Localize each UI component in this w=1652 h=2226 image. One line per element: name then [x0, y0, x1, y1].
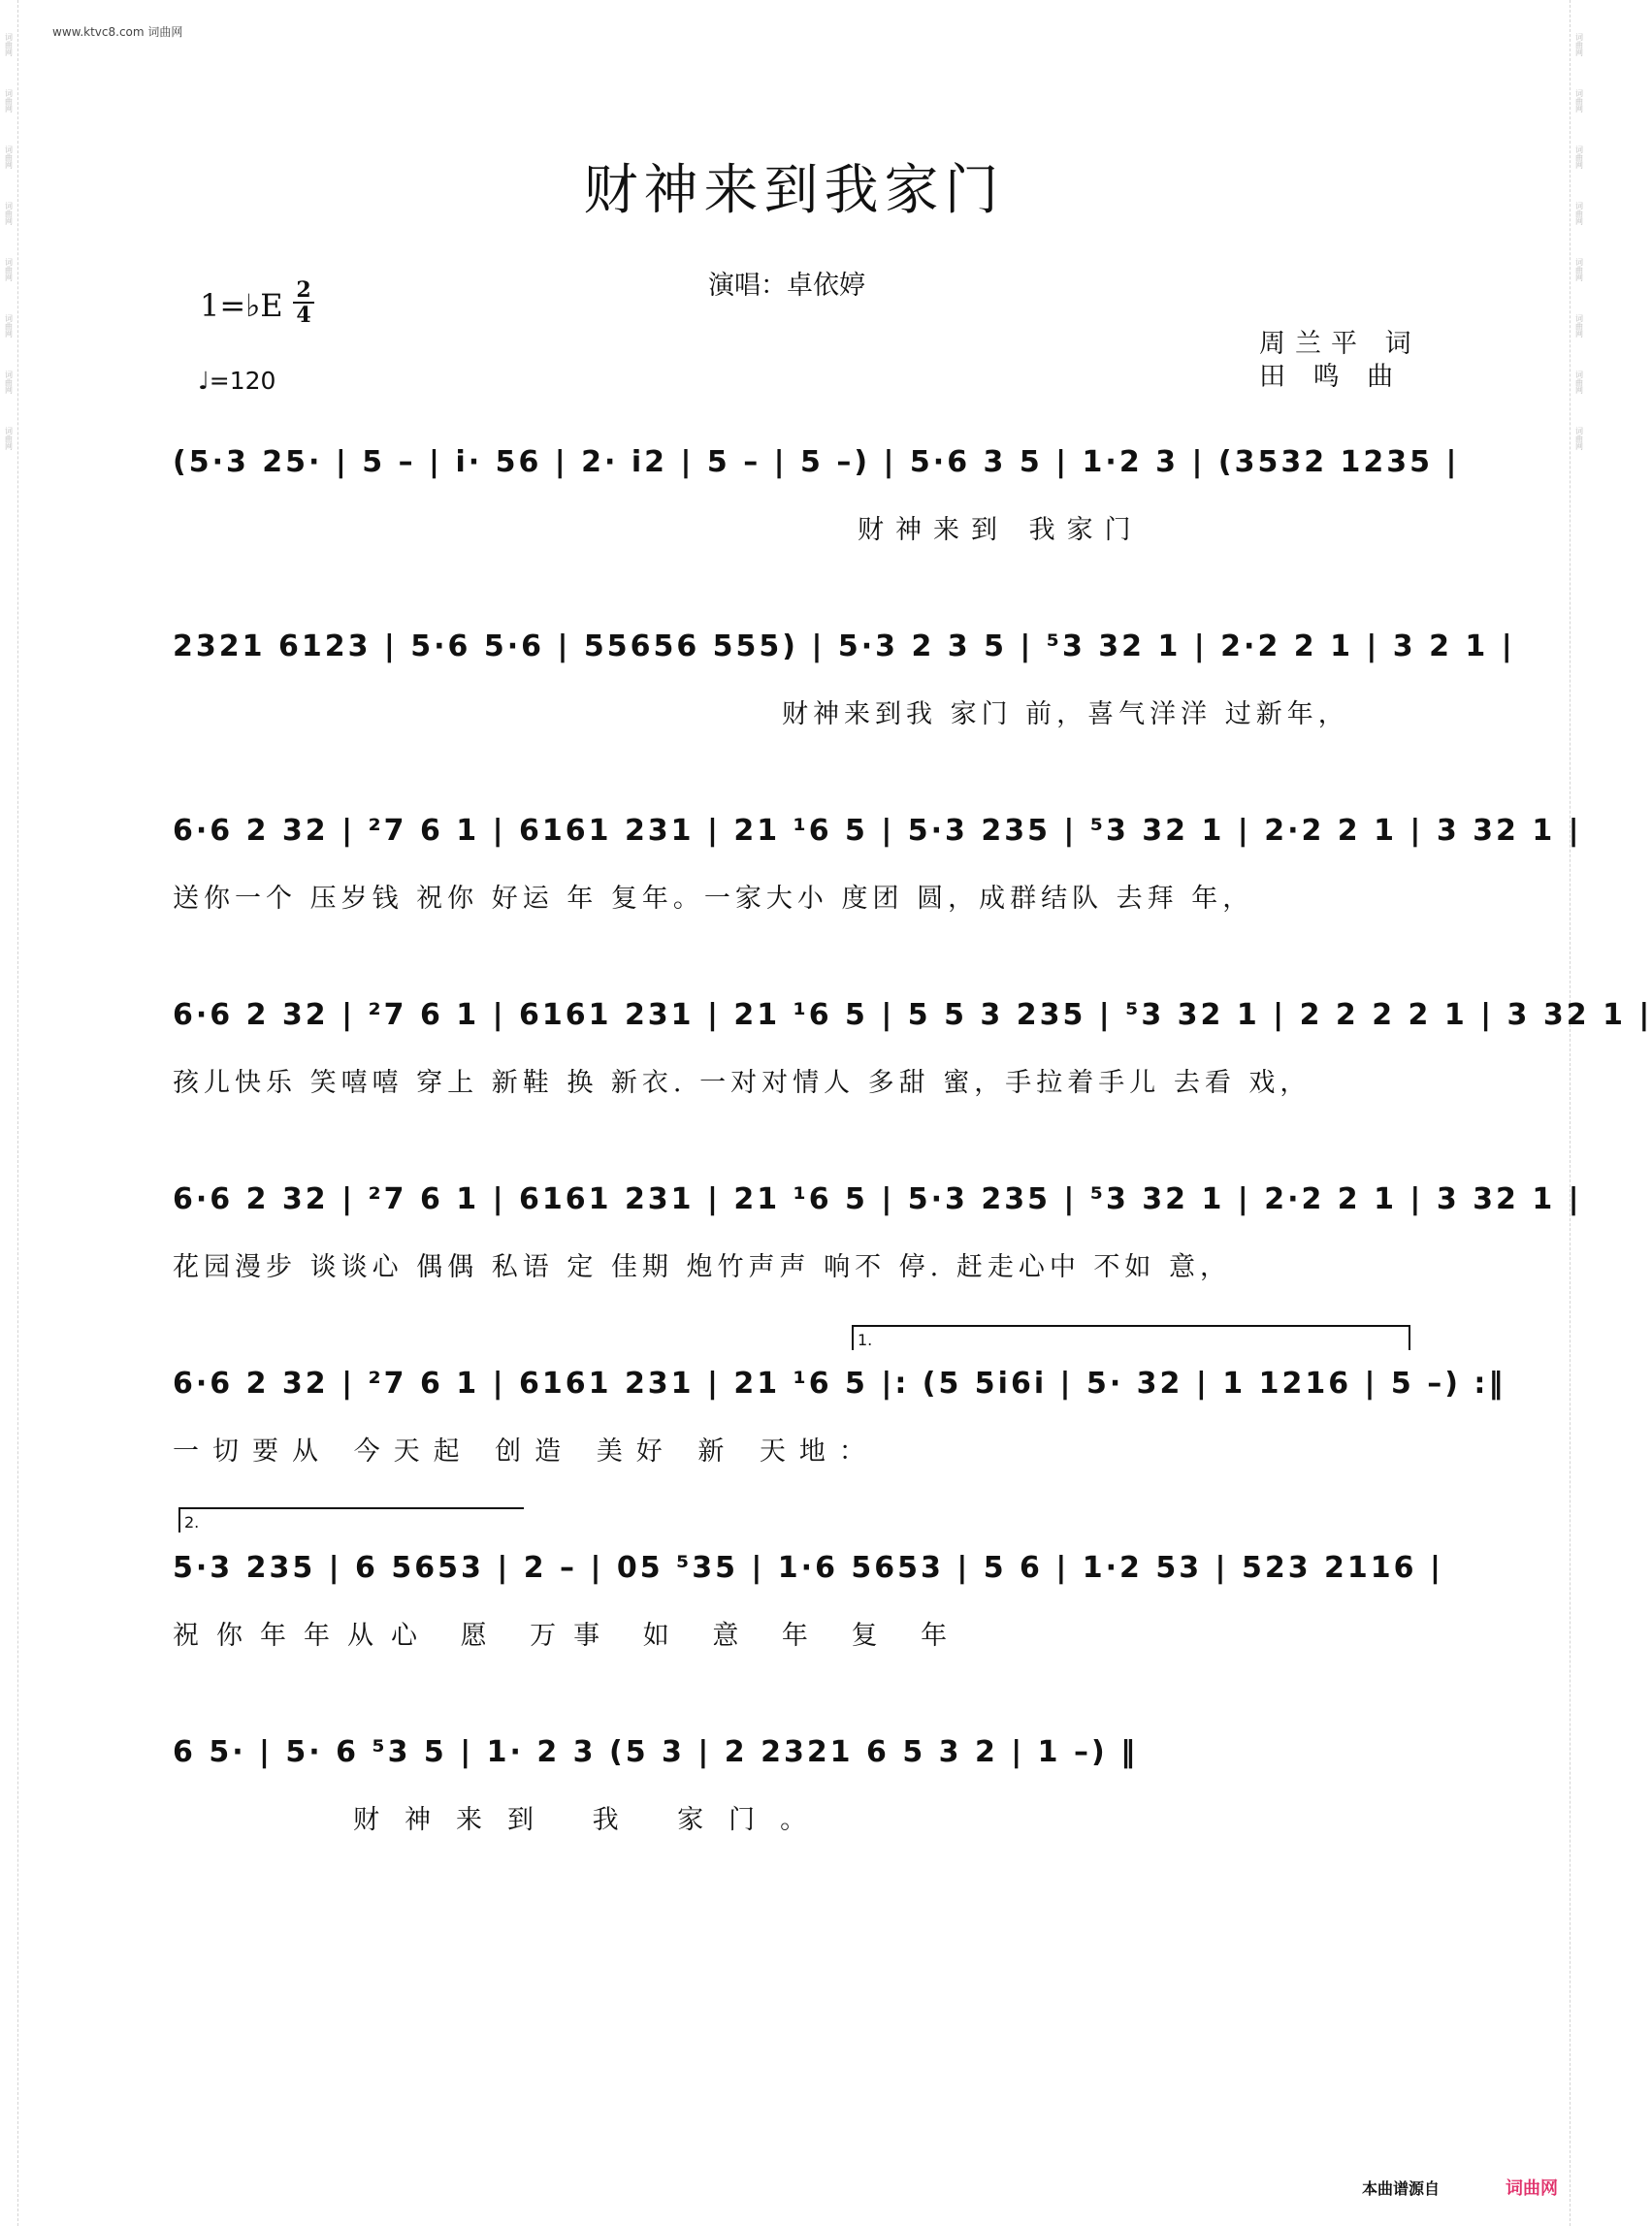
right-watermark-strip: [1570, 0, 1588, 2226]
side-mark: 词曲网: [1574, 202, 1584, 225]
score-line: 2321 6123 | 5·6 5·6 | 55656 555) | 5·3 2 3 5 | ⁵3 32 1 | 2·2 2 1 | 3 2 1 |: [173, 629, 1515, 663]
side-mark: 词曲网: [1574, 314, 1584, 338]
side-mark: 词曲网: [4, 89, 14, 113]
song-title: 财神来到我家门: [583, 159, 1005, 222]
lyric-line: 财神来到我 家门 前，喜气洋洋 过新年，: [782, 699, 1349, 729]
side-mark: 词曲网: [1574, 89, 1584, 113]
lyric-line: 花园漫步 谈谈心 偶偶 私语 定 佳期 炮竹声声 响不 停. 赶走心中 不如 意，: [173, 1252, 1231, 1282]
lyric-line: 孩儿快乐 笑嘻嘻 穿上 新鞋 换 新衣. 一对对情人 多甜 蜜，手拉着手儿 去看 戏，: [173, 1068, 1312, 1098]
footer-source-label: 本曲谱源自: [1362, 2179, 1441, 2198]
lyric-line: 财神来到 我家门: [858, 515, 1143, 545]
site-url: www.ktvc8.com 词曲网: [52, 25, 183, 39]
score-line: 6 5· | 5· 6 ⁵3 5 | 1· 2 3 (5 3 | 2 2321 6 5 3 2 | 1 –) ‖: [173, 1734, 1139, 1769]
side-mark: 词曲网: [1574, 33, 1584, 56]
lyric-line: 送你一个 压岁钱 祝你 好运 年 复年。一家大小 度团 圆，成群结队 去拜 年，: [173, 884, 1254, 914]
lyric-line: 祝你年年从心 愿 万事 如 意 年 复 年: [173, 1621, 965, 1651]
credits: [1259, 328, 1421, 394]
singer: 演唱：卓依婷: [708, 271, 865, 301]
tempo-mark: ♩=120: [198, 367, 276, 395]
side-mark: 词曲网: [4, 314, 14, 338]
time-signature-bottom: 4: [296, 303, 311, 328]
score-line: 5·3 235 | 6 5653 | 2 – | 05 ⁵35 | 1·6 5653 | 5 6 | 1·2 53 | 523 2116 |: [173, 1550, 1443, 1585]
side-mark: 词曲网: [4, 202, 14, 225]
side-mark: 词曲网: [1574, 427, 1584, 450]
footer-logo[interactable]: 词曲网: [1506, 2178, 1558, 2199]
side-mark: 词曲网: [4, 145, 14, 169]
score-line: 6·6 2 32 | ²7 6 1 | 6161 231 | 21 ¹6 5 | 5 5 3 235 | ⁵3 32 1 | 2 2 2 2 1 | 3 32 1 |: [173, 997, 1652, 1032]
score-line: 6·6 2 32 | ²7 6 1 | 6161 231 | 21 ¹6 5 |: (5 5i6i | 5· 32 | 1 1216 | 5 –) :‖: [173, 1366, 1506, 1401]
score-line: 6·6 2 32 | ²7 6 1 | 6161 231 | 21 ¹6 5 | 5·3 235 | ⁵3 32 1 | 2·2 2 1 | 3 32 1 |: [173, 813, 1582, 848]
time-signature: [293, 279, 314, 326]
side-mark: 词曲网: [4, 427, 14, 450]
left-watermark-strip: [0, 0, 18, 2226]
side-mark: 词曲网: [4, 33, 14, 56]
side-mark: 词曲网: [4, 371, 14, 394]
side-mark: 词曲网: [1574, 145, 1584, 169]
volta-first-ending: 1.: [852, 1325, 1410, 1350]
volta-second-ending: 2.: [178, 1507, 524, 1532]
lyric-line: 财神来到 我 家门。: [353, 1805, 832, 1835]
score-line: 6·6 2 32 | ²7 6 1 | 6161 231 | 21 ¹6 5 | 5·3 235 | ⁵3 32 1 | 2·2 2 1 | 3 32 1 |: [173, 1181, 1582, 1216]
side-mark: 词曲网: [4, 258, 14, 281]
side-mark: 词曲网: [1574, 258, 1584, 281]
lyric-line: 一切要从 今天起 创造 美好 新 天地：: [173, 1436, 879, 1467]
lyricist: 周兰平 词: [1259, 329, 1421, 359]
composer: 田 鸣 曲: [1259, 362, 1404, 392]
score-line: (5·3 25· | 5 – | i· 56 | 2· i2 | 5 – | 5 –) | 5·6 3 5 | 1·2 3 | (3532 1235 |: [173, 444, 1460, 479]
key-signature: 1=♭E: [200, 287, 283, 324]
time-signature-top: 2: [296, 277, 311, 303]
side-mark: 词曲网: [1574, 371, 1584, 394]
